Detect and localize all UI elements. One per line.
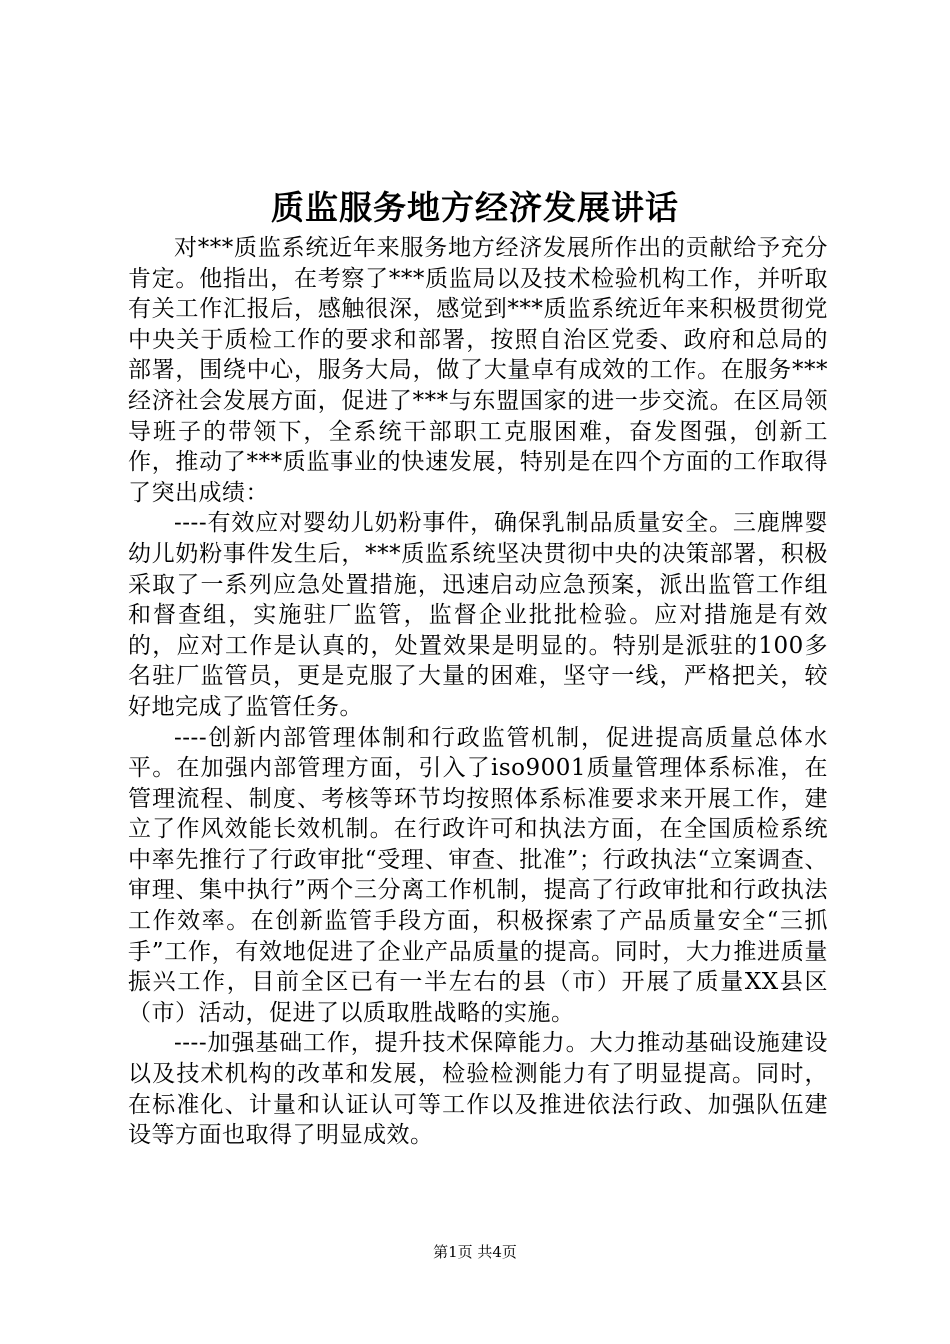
document-body: [128, 233, 828, 1151]
paragraph-milk-powder: ----有效应对婴幼儿奶粉事件，确保乳制品质量安全。三鹿牌婴幼儿奶粉事件发生后，***质监系统坚决贯彻中央的决策部署，积极采取了一系列应急处置措施，迅速启动应急预案，派出监管工作组和督查组，实施驻厂监管，监督企业批批检验。应对措施是有效的，应对工作是认真的，处置效果是明显的。特别是派驻的100多名驻厂监管员，更是克服了大量的困难，坚守一线，严格把关，较好地完成了监管任务。: [128, 510, 828, 720]
document-title: 质监服务地方经济发展讲话: [271, 188, 679, 227]
paragraph-infrastructure: ----加强基础工作，提升技术保障能力。大力推动基础设施建设以及技术机构的改革和发展，检验检测能力有了明显提高。同时，在标准化、计量和认证认可等工作以及推进依法行政、加强队伍建设等方面也取得了明显成效。: [128, 1030, 828, 1149]
paragraph-intro: 对***质监系统近年来服务地方经济发展所作出的贡献给予充分肯定。他指出，在考察了***质监局以及技术检验机构工作，并听取有关工作汇报后，感触很深，感觉到***质监系统近年来积极贯彻党中央关于质检工作的要求和部署，按照自治区党委、政府和总局的部署，围绕中心，服务大局，做了大量卓有成效的工作。在服务***经济社会发展方面，促进了***与东盟国家的进一步交流。在区局领导班子的带领下，全系统干部职工克服困难，奋发图强，创新工作，推动了***质监事业的快速发展，特别是在四个方面的工作取得了突出成绩：: [128, 235, 828, 506]
paragraph-management-innovation: ----创新内部管理体制和行政监管机制，促进提高质量总体水平。在加强内部管理方面，引入了iso9001质量管理体系标准，在管理流程、制度、考核等环节均按照体系标准要求来开展工作，建立了作风效能长效机制。在行政许可和执法方面，在全国质检系统中率先推行了行政审批“受理、审查、批准”；行政执法“立案调查、审理、集中执行”两个三分离工作机制，提高了行政审批和行政执法工作效率。在创新监管手段方面，积极探索了产品质量安全“三抓手”工作，有效地促进了企业产品质量的提高。同时，大力推进质量振兴工作，目前全区已有一半左右的县（市）开展了质量XX县区（市）活动，促进了以质取胜战略的实施。: [128, 724, 828, 1026]
page-number-footer: 第1页 共4页: [433, 1243, 517, 1261]
